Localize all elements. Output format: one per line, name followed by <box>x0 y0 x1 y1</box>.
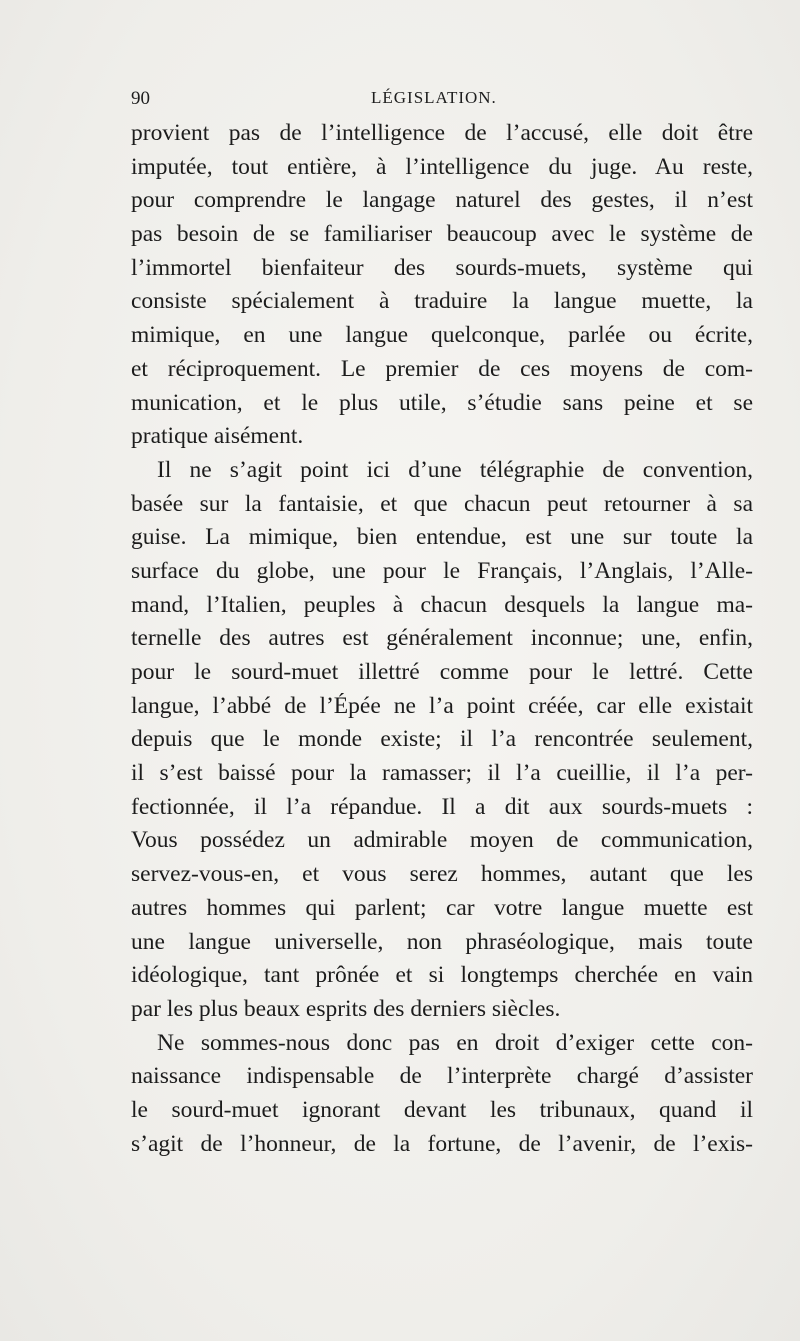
paragraph-3 <box>131 1027 753 1162</box>
text-line: Vous possédez un admirable moyen de communication, <box>131 827 753 854</box>
text-line: ternelle des autres est généralement inconnue; une, enfin, <box>131 625 753 652</box>
text-line: par les plus beaux esprits des derniers siècles. <box>131 995 561 1022</box>
running-title: LÉGISLATION. <box>371 88 497 107</box>
text-line: basée sur la fantaisie, et que chacun peut retourner à sa <box>131 490 753 517</box>
text-line: l’immortel bienfaiteur des sourds-muets, système qui <box>131 254 753 281</box>
text-line: guise. La mimique, bien entendue, est une sur toute la <box>131 524 753 551</box>
text-line: imputée, tout entière, à l’intelligence du juge. Au reste, <box>131 153 753 180</box>
text-line: Ne sommes-nous donc pas en droit d’exiger cette con- <box>157 1029 753 1056</box>
text-line: mand, l’Italien, peuples à chacun desquels la langue ma- <box>131 591 753 618</box>
text-line: Il ne s’agit point ici d’une télégraphie de convention, <box>157 456 753 483</box>
text-line: il s’est baissé pour la ramasser; il l’a cueillie, il l’a per- <box>131 760 753 787</box>
running-head <box>131 88 753 114</box>
text-line: s’agit de l’honneur, de la fortune, de l’avenir, de l’exis- <box>131 1130 753 1157</box>
text-line: provient pas de l’intelligence de l’accusé, elle doit être <box>131 120 753 146</box>
text-line: consiste spécialement à traduire la langue muette, la <box>131 288 753 315</box>
text-line: depuis que le monde existe; il l’a rencontrée seulement, <box>131 726 753 753</box>
text-line: autres hommes qui parlent; car votre langue muette est <box>131 894 753 921</box>
text-line: munication, et le plus utile, s’étudie sans peine et se <box>131 389 753 416</box>
page-number: 90 <box>131 88 150 109</box>
text-line: pratique aisément. <box>131 423 304 450</box>
text-line: fectionnée, il l’a répandue. Il a dit aux sourds-muets : <box>131 793 753 820</box>
text-line: une langue universelle, non phraséologique, mais toute <box>131 928 753 955</box>
text-line: langue, l’abbé de l’Épée ne l’a point créée, car elle existait <box>131 692 753 719</box>
text-line: naissance indispensable de l’interprète chargé d’assister <box>131 1063 753 1090</box>
paragraph-1 <box>131 117 753 454</box>
text-line: idéologique, tant prônée et si longtemps cherchée en vain <box>131 962 753 989</box>
text-line: le sourd-muet ignorant devant les tribunaux, quand il <box>131 1096 753 1123</box>
text-line: et réciproquement. Le premier de ces moyens de com- <box>131 355 753 382</box>
text-line: servez-vous-en, et vous serez hommes, autant que les <box>131 861 753 888</box>
text-line: surface du globe, une pour le Français, l’Anglais, l’Alle- <box>131 557 753 584</box>
text-line: mimique, en une langue quelconque, parlée ou écrite, <box>131 322 753 349</box>
paragraph-2 <box>131 454 753 1027</box>
body-text <box>131 117 753 1161</box>
text-line: pour comprendre le langage naturel des gestes, il n’est <box>131 187 753 214</box>
text-line: pas besoin de se familiariser beaucoup avec le système de <box>131 221 753 248</box>
text-line: pour le sourd-muet illettré comme pour le lettré. Cette <box>131 659 753 685</box>
